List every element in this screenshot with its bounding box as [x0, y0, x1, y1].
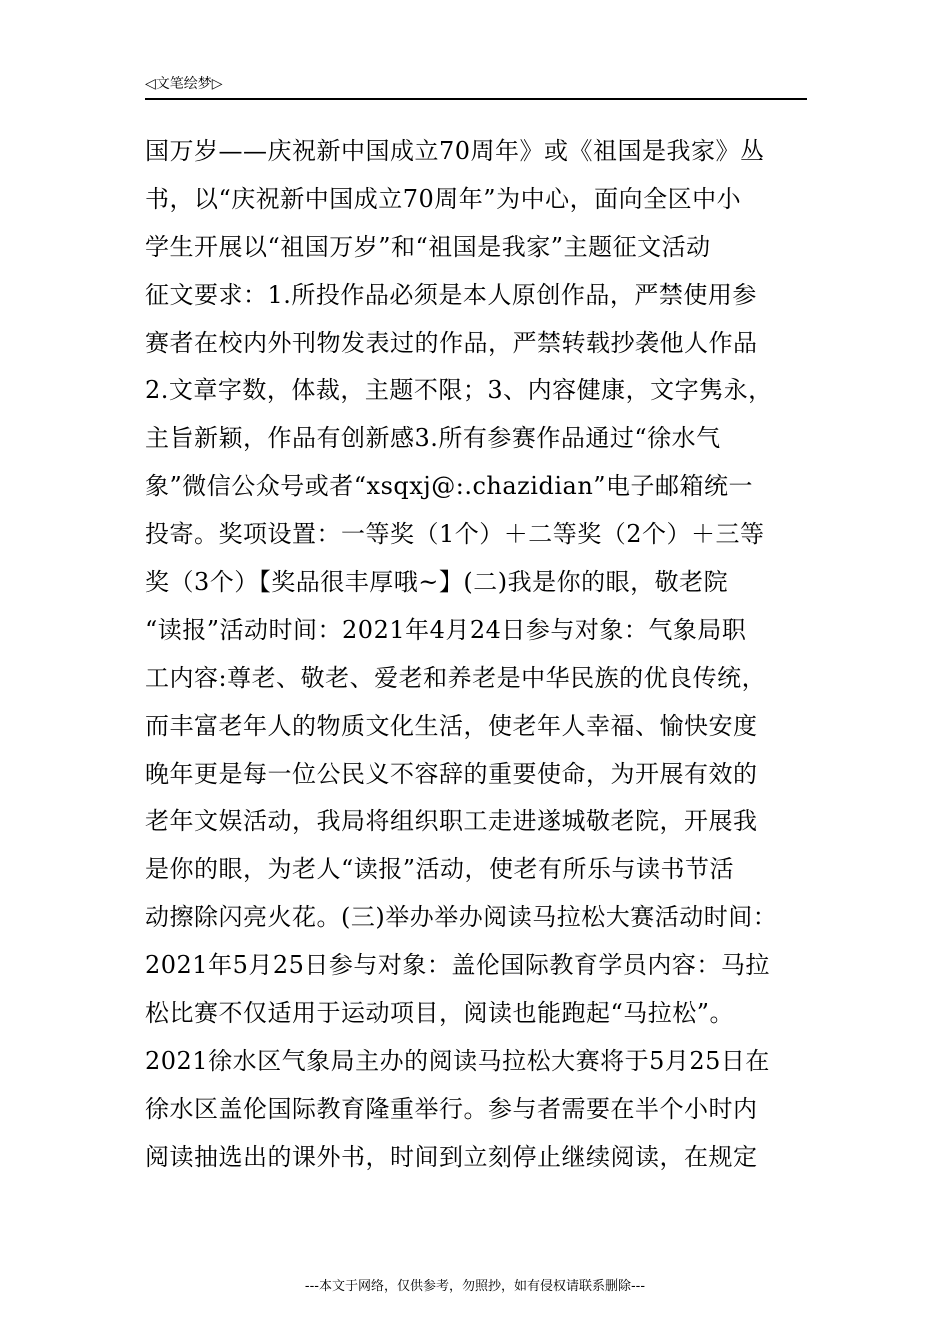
- document-body: [145, 128, 825, 1182]
- body-line: 工内容:尊老、敬老、爱老和养老是中华民族的优良传统，: [145, 663, 767, 692]
- body-line: 阅读抽选出的课外书，时间到立刻停止继续阅读，在规定: [145, 1142, 758, 1171]
- body-line: “读报”活动时间：2021年4月24日参与对象：气象局职: [145, 615, 747, 644]
- header-text: ◁文笔绘梦▷: [145, 76, 223, 92]
- body-line: 2.文章字数，体裁，主题不限；3、内容健康，文字隽永，: [145, 376, 773, 405]
- body-line: 主旨新颖，作品有创新感3.所有参赛作品通过“徐水气: [145, 424, 721, 453]
- body-line: 是你的眼，为老人“读报”活动，使老有所乐与读书节活: [145, 855, 735, 884]
- body-line: 投寄。奖项设置：一等奖（1个）＋二等奖（2个）＋三等: [145, 520, 765, 549]
- body-line: 徐水区盖伦国际教育隆重举行。参与者需要在半个小时内: [145, 1094, 758, 1123]
- page-footer: ---本文于网络，仅供参考，勿照抄，如有侵权请联系删除---: [304, 1279, 646, 1294]
- body-line: 象”微信公众号或者“xsqxj@:.chazidian”电子邮箱统一: [145, 472, 754, 501]
- body-line: 松比赛不仅适用于运动项目，阅读也能跑起“马拉松”。: [145, 999, 735, 1028]
- body-line: 学生开展以“祖国万岁”和“祖国是我家”主题征文活动: [145, 232, 711, 261]
- body-line: 而丰富老年人的物质文化生活，使老年人幸福、愉快安度: [145, 711, 758, 740]
- body-line: 2021年5月25日参与对象：盖伦国际教育学员内容：马拉: [145, 951, 770, 980]
- body-line: 老年文娱活动，我局将组织职工走进遂城敬老院，开展我: [145, 807, 758, 836]
- body-line: 征文要求：1.所投作品必须是本人原创作品，严禁使用参: [145, 280, 757, 309]
- body-line: 书，以“庆祝新中国成立70周年”为中心，面向全区中小: [145, 184, 742, 213]
- page-header: [145, 70, 807, 100]
- body-line: 晚年更是每一位公民义不容辞的重要使命，为开展有效的: [145, 759, 758, 788]
- body-line: 国万岁——庆祝新中国成立70周年》或《祖国是我家》丛: [145, 137, 765, 165]
- body-line: 2021徐水区气象局主办的阅读马拉松大赛将于5月25日在: [145, 1046, 770, 1075]
- body-line: 赛者在校内外刊物发表过的作品，严禁转载抄袭他人作品: [145, 328, 758, 357]
- body-line: 动擦除闪亮火花。(三)举办举办阅读马拉松大赛活动时间：: [145, 903, 778, 932]
- body-line: 奖（3个）【奖品很丰厚哦~】(二)我是你的眼，敬老院: [145, 568, 729, 597]
